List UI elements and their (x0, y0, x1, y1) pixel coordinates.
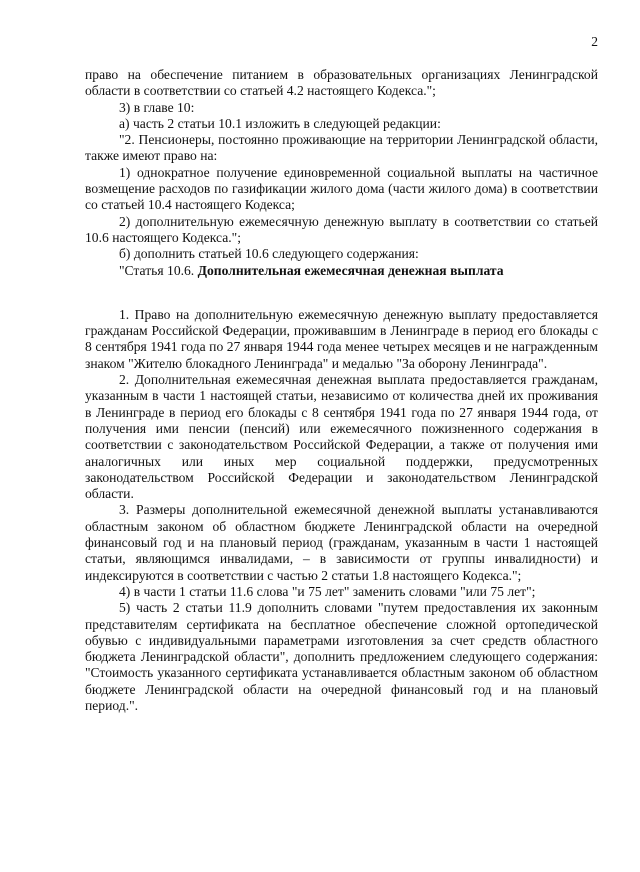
paragraph-item-4: 4) в части 1 статьи 11.6 слова "и 75 лет" заменить словами "или 75 лет"; (119, 583, 536, 599)
paragraph-subitem-1: 1) однократное получение единовременной социальной выплаты на частичное возмещение расходов по газификации жилого дома (части жилого дома) в соответствии со статьей 10.4 настоящего Кодекса; (85, 164, 598, 213)
paragraph-item-3b: б) дополнить статьей 10.6 следующего содержания: (119, 246, 419, 262)
paragraph-item-3: 3) в главе 10: (119, 99, 195, 115)
paragraph-continuation: право на обеспечение питанием в образовательных организациях Ленинградской области в соответствии со статьей 4.2 настоящего Кодекса."; (85, 67, 598, 99)
paragraph-item-5: 5) часть 2 статьи 11.9 дополнить словами "путем предоставления их законным представителям сертификата на бесплатное обеспечение сложной ортопедической обувью с индивидуальными параметрами изготовления за счет средств областного бюджета Ленинградской области", дополнить предложением следующего содержания: "Стоимость указанного сертификата устанавливается областным законом об областном бюджете Ленинградской области на очередной финансовый год и на плановый период.". (85, 600, 598, 713)
article-part-3: 3. Размеры дополнительной ежемесячной денежной выплаты устанавливаются областным законом об областном бюджете Ленинградской области на очередной финансовый год и на плановый период (гражданам, указанным в части 1 настоящей статьи, являющимся инвалидами, – в зависимости от группы инвалидности) и индексируются в соответствии с частью 2 статьи 1.8 настоящего Кодекса."; (85, 502, 598, 583)
paragraph-gap (85, 279, 598, 307)
paragraph-pensioners: "2. Пенсионеры, постоянно проживающие на территории Ленинградской области, также имеют право на: (85, 132, 598, 164)
document-body (85, 67, 598, 714)
paragraph-item-3a: а) часть 2 статьи 10.1 изложить в следующей редакции: (119, 115, 441, 131)
article-part-1: 1. Право на дополнительную ежемесячную денежную выплату предоставляется гражданам Российской Федерации, проживавшим в Ленинграде в период его блокады с 8 сентября 1941 года по 27 января 1944 года менее четырех месяцев и не награжденным знаком "Жителю блокадного Ленинграда" и медалью "За оборону Ленинграда". (85, 306, 598, 371)
article-heading (85, 263, 598, 279)
article-heading-prefix: "Статья 10.6. (119, 262, 198, 278)
article-heading-title: Дополнительная ежемесячная денежная выплата (197, 262, 504, 278)
page-number: 2 (591, 34, 598, 49)
paragraph-subitem-2: 2) дополнительную ежемесячную денежную выплату в соответствии со статьей 10.6 настоящего Кодекса."; (85, 213, 598, 245)
article-part-2: 2. Дополнительная ежемесячная денежная выплата предоставляется гражданам, указанным в части 1 настоящей статьи, независимо от количества дней их проживания в Ленинграде в период его блокады с 8 сентября 1941 года по 27 января 1944 года, от получения ими пенсии (пенсий) или ежемесячного пожизненного содержания в соответствии с законодательством Российской Федерации, а также от получения ими аналогичных или иных мер социальной поддержки, предусмотренных законодательством Российской Федерации и законодательством Ленинградской области. (85, 372, 598, 502)
